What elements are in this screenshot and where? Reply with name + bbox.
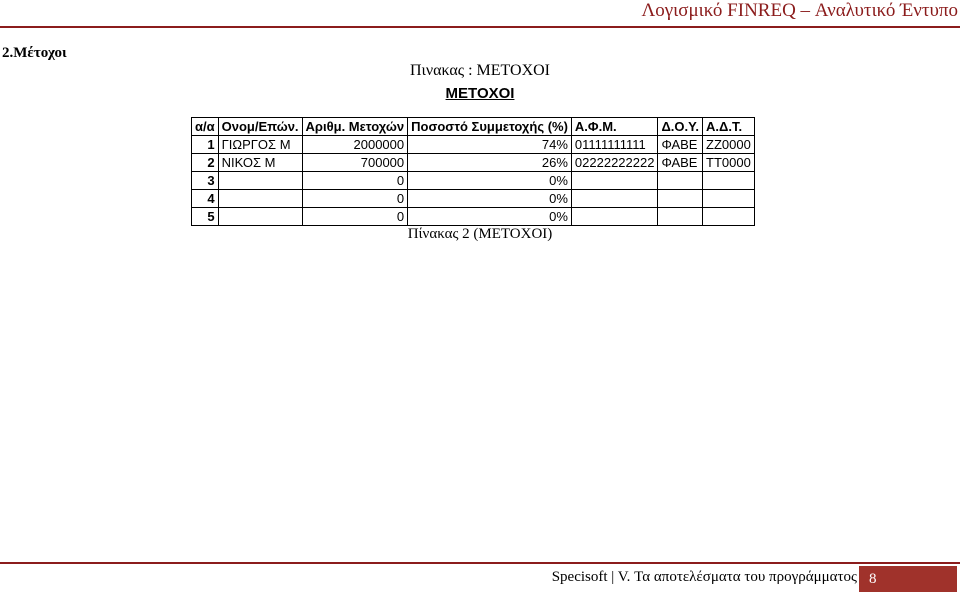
table-title-text: ΜΕΤΟΧΟΙ [445, 85, 515, 102]
table-cell [703, 172, 755, 190]
table-cell: 4 [192, 190, 219, 208]
table-cell [703, 208, 755, 226]
table-cell: ΦΑΒΕ [658, 154, 703, 172]
table-cell: ΤΤ0000 [703, 154, 755, 172]
table-row [192, 154, 755, 172]
table-cell [571, 208, 658, 226]
table-cell: 01111111111 [571, 136, 658, 154]
column-header: Δ.Ο.Υ. [658, 118, 703, 136]
footer-divider [0, 562, 960, 564]
table-cell: 2000000 [302, 136, 408, 154]
table-cell [658, 172, 703, 190]
table-cell: ΦΑΒΕ [658, 136, 703, 154]
table-cell: 700000 [302, 154, 408, 172]
shareholders-table [191, 117, 755, 226]
table-cell: 0 [302, 172, 408, 190]
table-cell: ΓΙΩΡΓΟΣ Μ [218, 136, 302, 154]
table-cell [658, 208, 703, 226]
column-header: Α.Δ.Τ. [703, 118, 755, 136]
table-cell: 3 [192, 172, 219, 190]
table-cell [571, 172, 658, 190]
column-header: α/α [192, 118, 219, 136]
table-row [192, 208, 755, 226]
table-cell [218, 190, 302, 208]
table-cell: ΖΖ0000 [703, 136, 755, 154]
table-cell [218, 172, 302, 190]
table-cell: 0% [408, 208, 572, 226]
section-heading: 2.Μέτοχοι [2, 45, 67, 61]
footer-text: Specisoft | V. Τα αποτελέσματα του προγράμματος [551, 569, 857, 585]
column-header: Ονομ/Επών. [218, 118, 302, 136]
table-caption-bottom: Πίνακας 2 (ΜΕΤΟΧΟΙ) [407, 226, 553, 242]
table-row [192, 136, 755, 154]
table-cell: 0% [408, 172, 572, 190]
header-divider [0, 26, 960, 28]
table-cell: 74% [408, 136, 572, 154]
page-number: 8 [859, 566, 957, 592]
column-header: Ποσοστό Συμμετοχής (%) [408, 118, 572, 136]
table-title [0, 85, 960, 102]
table-cell: 5 [192, 208, 219, 226]
column-header: Α.Φ.Μ. [571, 118, 658, 136]
table-cell: 02222222222 [571, 154, 658, 172]
table-cell: 1 [192, 136, 219, 154]
header-title: Λογισμικό FINREQ – Αναλυτικό Έντυπο [641, 0, 958, 21]
table-header-row [192, 118, 755, 136]
table-cell [658, 190, 703, 208]
table-row [192, 172, 755, 190]
table-cell [218, 208, 302, 226]
table-cell [703, 190, 755, 208]
table-row [192, 190, 755, 208]
table-cell: ΝΙΚΟΣ Μ [218, 154, 302, 172]
table-cell: 0 [302, 190, 408, 208]
table-cell: 26% [408, 154, 572, 172]
table-cell: 0 [302, 208, 408, 226]
table-cell: 2 [192, 154, 219, 172]
table-caption-top: Πινακας : ΜΕΤΟΧΟΙ [409, 62, 551, 79]
column-header: Αριθμ. Μετοχών [302, 118, 408, 136]
table-cell [571, 190, 658, 208]
table-cell: 0% [408, 190, 572, 208]
